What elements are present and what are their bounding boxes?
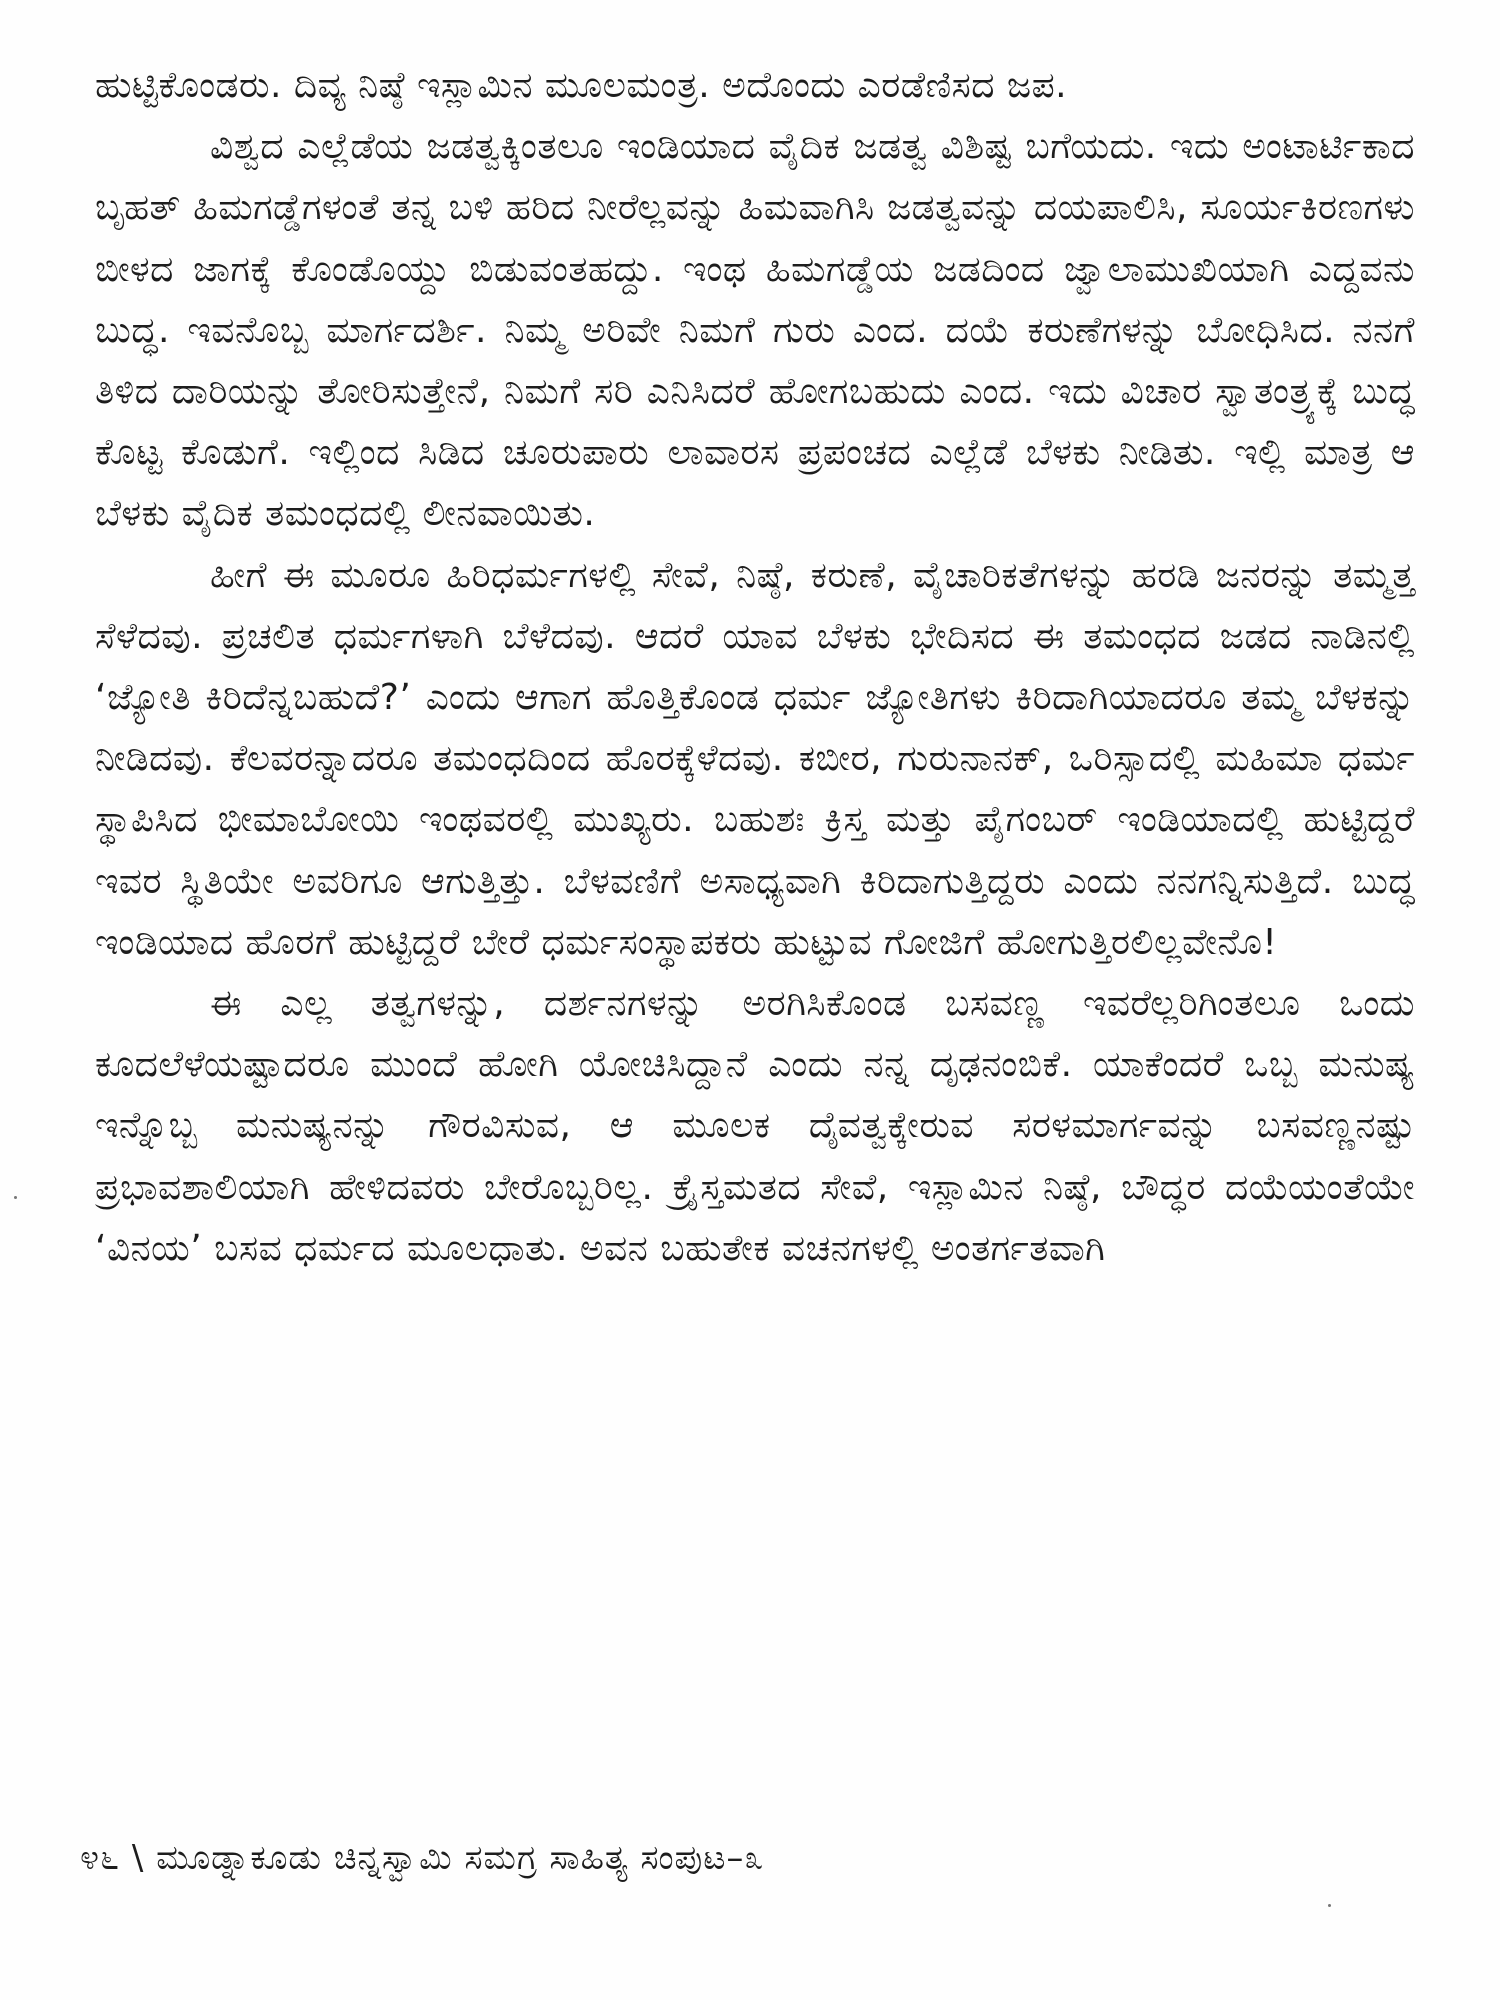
paper-speck	[14, 1196, 17, 1199]
paper-speck	[1328, 1904, 1331, 1907]
page-body	[95, 55, 1415, 1279]
paragraph-2: ವಿಶ್ವದ ಎಲ್ಲೆಡೆಯ ಜಡತ್ವಕ್ಕಿಂತಲೂ ಇಂಡಿಯಾದ ವೈದಿಕ ಜಡತ್ವ ವಿಶಿಷ್ಟ ಬಗೆಯದು. ಇದು ಅಂಟಾರ್ಟಿಕಾದ ಬೃಹತ್ ಹಿಮಗಡ್ಡೆಗಳಂತೆ ತನ್ನ ಬಳಿ ಹರಿದ ನೀರೆಲ್ಲವನ್ನು ಹಿಮವಾಗಿಸಿ ಜಡತ್ವವನ್ನು ದಯಪಾಲಿಸಿ, ಸೂರ್ಯಕಿರಣಗಳು ಬೀಳದ ಜಾಗಕ್ಕೆ ಕೊಂಡೊಯ್ದು ಬಿಡುವಂತಹದ್ದು. ಇಂಥ ಹಿಮಗಡ್ಡೆಯ ಜಡದಿಂದ ಜ್ವಾಲಾಮುಖಿಯಾಗಿ ಎದ್ದವನು ಬುದ್ಧ. ಇವನೊಬ್ಬ ಮಾರ್ಗದರ್ಶಿ. ನಿಮ್ಮ ಅರಿವೇ ನಿಮಗೆ ಗುರು ಎಂದ. ದಯೆ ಕರುಣೆಗಳನ್ನು ಬೋಧಿಸಿದ. ನನಗೆ ತಿಳಿದ ದಾರಿಯನ್ನು ತೋರಿಸುತ್ತೇನೆ, ನಿಮಗೆ ಸರಿ ಎನಿಸಿದರೆ ಹೋಗಬಹುದು ಎಂದ. ಇದು ವಿಚಾರ ಸ್ವಾತಂತ್ರ್ಯಕ್ಕೆ ಬುದ್ಧ ಕೊಟ್ಟ ಕೊಡುಗೆ. ಇಲ್ಲಿಂದ ಸಿಡಿದ ಚೂರುಪಾರು ಲಾವಾರಸ ಪ್ರಪಂಚದ ಎಲ್ಲೆಡೆ ಬೆಳಕು ನೀಡಿತು. ಇಲ್ಲಿ ಮಾತ್ರ ಆ ಬೆಳಕು ವೈದಿಕ ತಮಂಧದಲ್ಲಿ ಲೀನವಾಯಿತು.	[95, 126, 1415, 535]
paragraph-1: ಹುಟ್ಟಿಕೊಂಡರು. ದಿವ್ಯ ನಿಷ್ಠೆ ಇಸ್ಲಾಮಿನ ಮೂಲಮಂತ್ರ. ಅದೊಂದು ಎರಡೆಣಿಸದ ಜಪ.	[95, 65, 1068, 106]
page-footer: ೪೬ \ ಮೂಡ್ನಾಕೂಡು ಚಿನ್ನಸ್ವಾಮಿ ಸಮಗ್ರ ಸಾಹಿತ್ಯ ಸಂಪುಟ–೩	[80, 1838, 765, 1878]
paragraph-3: ಹೀಗೆ ಈ ಮೂರೂ ಹಿರಿಧರ್ಮಗಳಲ್ಲಿ ಸೇವೆ, ನಿಷ್ಠೆ, ಕರುಣೆ, ವೈಚಾರಿಕತೆಗಳನ್ನು ಹರಡಿ ಜನರನ್ನು ತಮ್ಮತ್ತ ಸೆಳೆದವು. ಪ್ರಚಲಿತ ಧರ್ಮಗಳಾಗಿ ಬೆಳೆದವು. ಆದರೆ ಯಾವ ಬೆಳಕು ಭೇದಿಸದ ಈ ತಮಂಧದ ಜಡದ ನಾಡಿನಲ್ಲಿ ‘ಜ್ಯೋತಿ ಕಿರಿದೆನ್ನಬಹುದೆ?’ ಎಂದು ಆಗಾಗ ಹೊತ್ತಿಕೊಂಡ ಧರ್ಮ ಜ್ಯೋತಿಗಳು ಕಿರಿದಾಗಿಯಾದರೂ ತಮ್ಮ ಬೆಳಕನ್ನು ನೀಡಿದವು. ಕೆಲವರನ್ನಾದರೂ ತಮಂಧದಿಂದ ಹೊರಕ್ಕೆಳೆದವು. ಕಬೀರ, ಗುರುನಾನಕ್, ಒರಿಸ್ಸಾದಲ್ಲಿ ಮಹಿಮಾ ಧರ್ಮ ಸ್ಥಾಪಿಸಿದ ಭೀಮಾಬೋಯಿ ಇಂಥವರಲ್ಲಿ ಮುಖ್ಯರು. ಬಹುಶಃ ಕ್ರಿಸ್ತ ಮತ್ತು ಪೈಗಂಬರ್ ಇಂಡಿಯಾದಲ್ಲಿ ಹುಟ್ಟಿದ್ದರೆ ಇವರ ಸ್ಥಿತಿಯೇ ಅವರಿಗೂ ಆಗುತ್ತಿತ್ತು. ಬೆಳವಣಿಗೆ ಅಸಾಧ್ಯವಾಗಿ ಕಿರಿದಾಗುತ್ತಿದ್ದರು ಎಂದು ನನಗನ್ನಿಸುತ್ತಿದೆ. ಬುದ್ಧ ಇಂಡಿಯಾದ ಹೊರಗೆ ಹುಟ್ಟಿದ್ದರೆ ಬೇರೆ ಧರ್ಮಸಂಸ್ಥಾಪಕರು ಹುಟ್ಟುವ ಗೋಜಿಗೆ ಹೋಗುತ್ತಿರಲಿಲ್ಲವೇನೊ!	[95, 554, 1415, 963]
paragraph-4: ಈ ಎಲ್ಲ ತತ್ವಗಳನ್ನು, ದರ್ಶನಗಳನ್ನು ಅರಗಿಸಿಕೊಂಡ ಬಸವಣ್ಣ ಇವರೆಲ್ಲರಿಗಿಂತಲೂ ಒಂದು ಕೂದಲೆಳೆಯಷ್ಟಾದರೂ ಮುಂದೆ ಹೋಗಿ ಯೋಚಿಸಿದ್ದಾನೆ ಎಂದು ನನ್ನ ದೃಢನಂಬಿಕೆ. ಯಾಕೆಂದರೆ ಒಬ್ಬ ಮನುಷ್ಯ ಇನ್ನೊಬ್ಬ ಮನುಷ್ಯನನ್ನು ಗೌರವಿಸುವ, ಆ ಮೂಲಕ ದೈವತ್ವಕ್ಕೇರುವ ಸರಳಮಾರ್ಗವನ್ನು ಬಸವಣ್ಣನಷ್ಟು ಪ್ರಭಾವಶಾಲಿಯಾಗಿ ಹೇಳಿದವರು ಬೇರೊಬ್ಬರಿಲ್ಲ. ಕ್ರೈಸ್ತಮತದ ಸೇವೆ, ಇಸ್ಲಾಮಿನ ನಿಷ್ಠೆ, ಬೌದ್ಧರ ದಯೆಯಂತೆಯೇ ‘ವಿನಯ’ ಬಸವ ಧರ್ಮದ ಮೂಲಧಾತು. ಅವನ ಬಹುತೇಕ ವಚನಗಳಲ್ಲಿ ಅಂತರ್ಗತವಾಗಿ	[95, 983, 1415, 1269]
